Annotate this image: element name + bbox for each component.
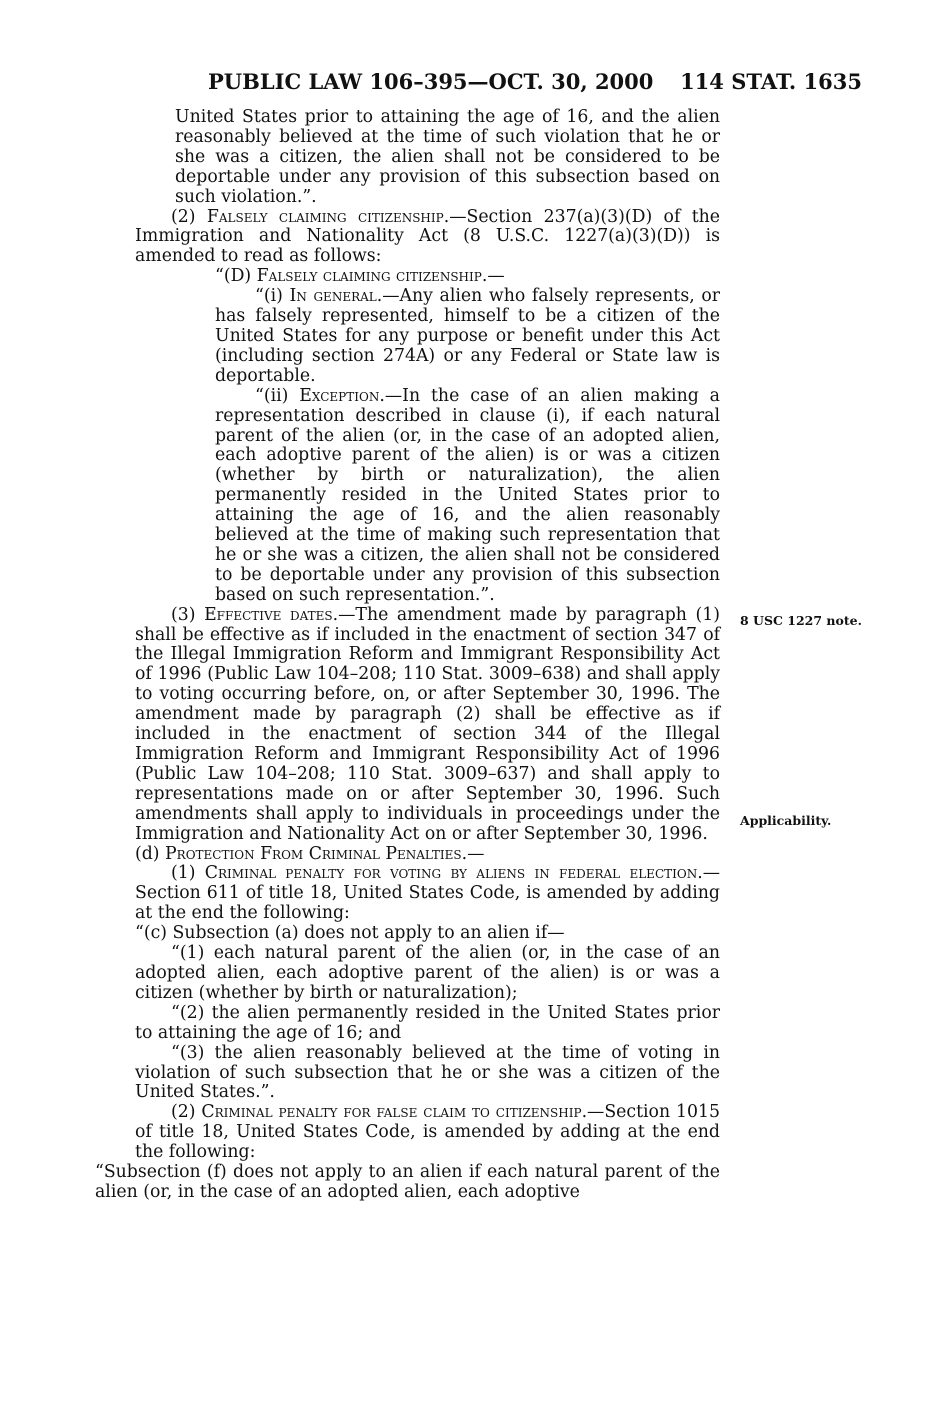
margin-note: Applicability. bbox=[740, 813, 832, 828]
paragraph-heading: Exception bbox=[299, 385, 380, 406]
paragraph-heading: Protection From Criminal Penalties bbox=[165, 843, 462, 864]
paragraph-heading: Criminal penalty for voting by aliens in federal election bbox=[204, 863, 698, 884]
quoted-paragraph: “(3) the alien reasonably believed at the time of voting in violation of such subsection that he or she was a citizen of the United States.”. bbox=[135, 1042, 720, 1103]
paragraph-heading: In general bbox=[289, 286, 377, 307]
quoted-subsection: “(c) Subsection (a) does not apply to an alien if— bbox=[135, 923, 565, 944]
subsection: (d) Protection From Criminal Penalties.— bbox=[135, 843, 485, 864]
clause: “(i) In general.—Any alien who falsely represents, or has falsely represented, himself to be a citizen of the United States for any purpose or benefit under this Act (including section 274A) or any Federal or State law is deportable. bbox=[215, 286, 720, 386]
paragraph: (3) Effective dates.—The amendment made by paragraph (1) shall be effective as if included in the enactment of section 347 of the Illegal Immigration Reform and Immigrant Responsibility Act of 1996 (Public Law 104–208; 110 Stat. 3009–638) and shall apply to voting occurring before, on, or after September 30, 1996. The amendment made by paragraph (2) shall be effective as if included in the enactment of section 344 of the Illegal Immigration Reform and Immigrant Responsibility Act of 1996 (Public Law 104–208; 110 Stat. 3009–637) and shall apply to representations made on or after September 30, 1996. Such amendments shall apply to individuals in proceedings under the Immigration and Nationality Act on or after September 30, 1996. bbox=[135, 604, 720, 844]
paragraph-heading: Falsely claiming citizenship bbox=[206, 206, 444, 227]
paragraph: “(D) Falsely claiming citizenship.— bbox=[215, 266, 505, 287]
quoted-paragraph: “(2) the alien permanently resided in the United States prior to attaining the age of 16; and bbox=[135, 1002, 720, 1043]
page-number: 114 STAT. 1635 bbox=[680, 69, 862, 94]
quoted-subsection: “Subsection (f) does not apply to an alien if each natural parent of the alien (or, in the case of an adopted alien, each adoptive bbox=[95, 1162, 720, 1202]
quoted-paragraph: “(1) each natural parent of the alien (or, in the case of an adopted alien, each adoptive parent of the alien) is or was a citizen (whether by birth or naturalization); bbox=[135, 943, 720, 1003]
paragraph: (1) Criminal penalty for voting by aliens in federal election.—Section 611 of title 18, United States Code, is amended by adding at the end the following: bbox=[135, 863, 720, 924]
paragraph: (2) Falsely claiming citizenship.—Section 237(a)(3)(D) of the Immigration and Nationality Act (8 U.S.C. 1227(a)(3)(D)) is amended to read as follows: bbox=[135, 206, 720, 267]
paragraph-heading: Criminal penalty for false claim to citizenship bbox=[201, 1102, 582, 1123]
statute-body bbox=[95, 107, 720, 1203]
page-header bbox=[208, 64, 862, 100]
paragraph-heading: Falsely claiming citizenship bbox=[256, 266, 482, 287]
paragraph: United States prior to attaining the age of 16, and the alien reasonably believed at the time of such violation that he or she was a citizen, the alien shall not be considered to be deportable under any provision of this subsection based on such violation.”. bbox=[175, 107, 720, 207]
clause: “(ii) Exception.—In the case of an alien making a representation described in clause (i), if each natural parent of the alien (or, in the case of an adopted alien, each adoptive parent of the alien) is or was a citizen (whether by birth or naturalization), the alien permanently resided in the United States prior to attaining the age of 16, and the alien reasonably believed at the time of making such representation that he or she was a citizen, the alien shall not be considered to be deportable under any provision of this subsection based on such representation.”. bbox=[215, 385, 720, 605]
paragraph: (2) Criminal penalty for false claim to citizenship.—Section 1015 of title 18, United States Code, is amended by adding at the end the following: bbox=[135, 1102, 720, 1163]
margin-note: 8 USC 1227 note. bbox=[740, 613, 862, 628]
paragraph-heading: Effective dates bbox=[204, 604, 333, 625]
running-head: PUBLIC LAW 106–395—OCT. 30, 2000 bbox=[208, 69, 654, 94]
